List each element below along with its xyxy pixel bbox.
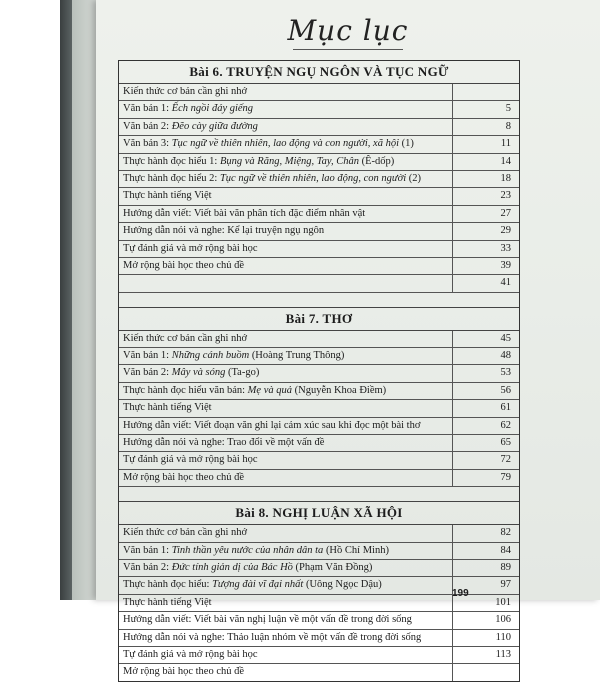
entry-work-title: Bụng và Răng, Miệng, Tay, Chân <box>219 155 359 167</box>
entry-work-title: Tượng đài vĩ đại nhất <box>212 579 304 591</box>
entry-author: (Hồ Chí Minh) <box>323 544 389 556</box>
entry-work-title: Ếch ngồi đáy giếng <box>171 103 254 115</box>
toc-entry-title <box>119 543 453 559</box>
toc-page-number: 62 <box>500 419 511 431</box>
toc-row[interactable] <box>119 84 519 101</box>
toc-entry-title <box>119 647 453 663</box>
entry-label: Văn bản 3: <box>123 138 172 150</box>
toc-row[interactable] <box>119 400 519 417</box>
entry-label: Thực hành tiếng Việt <box>123 402 212 414</box>
toc-page-number: 41 <box>500 277 511 289</box>
toc-row[interactable] <box>119 365 519 382</box>
entry-label: Thực hành đọc hiểu 2: <box>123 172 220 184</box>
entry-author: (Ta-go) <box>225 367 260 379</box>
toc-page-number: 101 <box>495 596 511 608</box>
entry-work-title: Mẹ và quả <box>247 384 292 396</box>
entry-label: Văn bản 1: <box>123 350 172 362</box>
toc-page-number: 45 <box>500 332 511 344</box>
toc-page-number: 82 <box>500 527 511 539</box>
toc-row[interactable] <box>119 206 519 223</box>
toc-page-number: 33 <box>500 242 511 254</box>
toc-page-number: 5 <box>505 103 511 115</box>
toc-row[interactable] <box>119 275 519 292</box>
toc-row[interactable] <box>119 223 519 240</box>
section-heading: Bài 6. TRUYỆN NGỤ NGÔN VÀ TỤC NGỮ <box>119 61 519 84</box>
toc-page-number: 106 <box>495 614 511 626</box>
toc-row[interactable] <box>119 630 519 647</box>
toc-entry-title <box>119 223 453 239</box>
entry-author: (1) <box>399 138 414 150</box>
toc-entry-title <box>119 452 453 468</box>
entry-label: Văn bản 2: <box>123 367 172 379</box>
toc-entry-title <box>119 630 453 646</box>
entry-label: Thực hành tiếng Việt <box>123 596 212 608</box>
toc-row[interactable] <box>119 452 519 469</box>
entry-label: Tự đánh giá và mở rộng bài học <box>123 648 258 660</box>
entry-author: (Hoàng Trung Thông) <box>249 350 345 362</box>
toc-page-number: 18 <box>500 172 511 184</box>
entry-label: Thực hành tiếng Việt <box>123 190 212 202</box>
entry-label: Mở rộng bài học theo chủ đề <box>123 471 245 483</box>
toc-row[interactable] <box>119 171 519 188</box>
toc-entry-title <box>119 206 453 222</box>
entry-label: Tự đánh giá và mở rộng bài học <box>123 454 258 466</box>
section-heading: Bài 7. THƠ <box>119 308 519 331</box>
toc-entry-title <box>119 241 453 257</box>
toc-entry-title <box>119 383 453 399</box>
toc-entry-title <box>119 119 453 135</box>
entry-label: Hướng dẫn nói và nghe: Thảo luận nhóm về một vấn đề trong đời sống <box>123 631 422 643</box>
toc-row[interactable] <box>119 331 519 348</box>
entry-work-title: Tinh thần yêu nước của nhân dân ta <box>171 544 324 556</box>
entry-label: Thực hành đọc hiểu: <box>123 579 213 591</box>
toc-row[interactable] <box>119 560 519 577</box>
entry-label: Hướng dẫn nói và nghe: Kể lại truyện ngụ ngôn <box>123 225 325 237</box>
toc-entry-title <box>119 171 453 187</box>
toc-entry-title <box>119 275 453 291</box>
page-title: Mục lục <box>96 14 600 50</box>
toc-page-number: 79 <box>500 471 511 483</box>
entry-label: Mở rộng bài học theo chủ đề <box>123 259 245 271</box>
entry-work-title: Đẽo cày giữa đường <box>171 120 258 132</box>
toc-row[interactable] <box>119 543 519 560</box>
entry-label: Văn bản 2: <box>123 120 172 132</box>
toc-page-number: 89 <box>500 561 511 573</box>
page-number: 199 <box>452 588 469 599</box>
toc-page-number: 27 <box>500 207 511 219</box>
entry-author: (2) <box>406 172 422 184</box>
toc-entry-title <box>119 188 453 204</box>
toc-row[interactable] <box>119 101 519 118</box>
toc-entry-title <box>119 470 453 486</box>
toc-row[interactable] <box>119 435 519 452</box>
toc-row[interactable] <box>119 119 519 136</box>
toc-entry-title <box>119 577 453 593</box>
toc-page-number: 65 <box>500 437 511 449</box>
toc-page-number: 53 <box>500 367 511 379</box>
toc-entry-title <box>119 154 453 170</box>
entry-author: (Phạm Văn Đồng) <box>292 561 373 573</box>
toc-page-number: 110 <box>495 631 511 643</box>
entry-work-title: Những cánh buồm <box>171 350 250 362</box>
toc-entry-title <box>119 365 453 381</box>
toc-row[interactable] <box>119 418 519 435</box>
toc-row[interactable] <box>119 383 519 400</box>
toc-entry-title <box>119 84 453 100</box>
toc-page-number: 72 <box>500 454 511 466</box>
toc-entry-title <box>119 101 453 117</box>
toc-page-number: 11 <box>500 138 511 150</box>
toc-page-number: 56 <box>500 384 511 396</box>
entry-label: Kiến thức cơ bản cần ghi nhớ <box>123 86 248 97</box>
entry-label: Hướng dẫn viết: Viết bài văn nghị luận về một vấn đề trong đời sống <box>123 614 412 626</box>
toc-entry-title <box>119 664 453 680</box>
entry-label: Văn bản 2: <box>123 561 172 573</box>
toc-row[interactable] <box>119 664 519 680</box>
entry-work-title: Tục ngữ về thiên nhiên, lao động, con người <box>219 172 407 184</box>
toc-row[interactable] <box>119 136 519 153</box>
entry-label: Kiến thức cơ bản cần ghi nhớ <box>123 332 248 344</box>
toc-page-number: 39 <box>500 259 511 271</box>
toc-row[interactable] <box>119 647 519 664</box>
toc-page-number: 97 <box>500 579 511 591</box>
toc-entry-title <box>119 258 453 274</box>
toc-row[interactable] <box>119 188 519 205</box>
entry-author: (Nguyễn Khoa Điềm) <box>291 384 387 396</box>
toc-entry-title <box>119 331 453 347</box>
entry-work-title: Đức tính giản dị của Bác Hồ <box>171 561 293 573</box>
toc-page-number: 8 <box>505 120 511 132</box>
entry-label: Tự đánh giá và mở rộng bài học <box>123 242 258 254</box>
entry-label: Văn bản 1: <box>123 544 172 556</box>
toc-page-number: 29 <box>500 225 511 237</box>
entry-label: Kiến thức cơ bản cần ghi nhớ <box>123 527 248 539</box>
entry-label: Mở rộng bài học theo chủ đề <box>123 666 245 678</box>
book-page <box>96 0 600 678</box>
toc-page-number: 84 <box>500 544 511 556</box>
toc-row[interactable] <box>119 258 519 275</box>
toc-entry-title <box>119 418 453 434</box>
entry-label: Hướng dẫn viết: Viết bài văn phân tích đặc điểm nhân vật <box>123 207 366 219</box>
toc-entry-title <box>119 595 453 611</box>
toc-entry-title <box>119 136 453 152</box>
toc-row[interactable] <box>119 525 519 542</box>
toc-row[interactable] <box>119 348 519 365</box>
toc-entry-title <box>119 612 453 628</box>
toc-row[interactable] <box>119 241 519 258</box>
toc-entry-title <box>119 400 453 416</box>
toc-page-number: 48 <box>500 350 511 362</box>
toc-page-number: 113 <box>495 648 511 660</box>
toc-entry-title <box>119 560 453 576</box>
toc-page-number <box>453 664 519 680</box>
entry-label: Văn bản 1: <box>123 103 172 115</box>
toc-row[interactable] <box>119 470 519 487</box>
toc-page-number: 61 <box>500 402 511 414</box>
toc-entry-title <box>119 435 453 451</box>
toc-row[interactable] <box>119 612 519 629</box>
toc-row[interactable] <box>119 154 519 171</box>
toc-page-number: 14 <box>500 155 511 167</box>
toc-entry-title <box>119 348 453 364</box>
entry-work-title: Tục ngữ về thiên nhiên, lao động và con người, xã hội <box>171 138 400 150</box>
section-gap <box>119 293 519 308</box>
entry-label: Thực hành đọc hiểu văn bản: <box>123 384 248 396</box>
toc-entry-title <box>119 525 453 541</box>
toc-page-number: 23 <box>500 190 511 202</box>
entry-work-title: Mây và sóng <box>171 367 226 379</box>
section-gap <box>119 487 519 502</box>
entry-label: Hướng dẫn nói và nghe: Trao đổi về một vấn đề <box>123 437 325 449</box>
entry-label: Thực hành đọc hiểu 1: <box>123 155 220 167</box>
entry-author: (Ê-dốp) <box>359 155 395 167</box>
toc-page-number <box>453 84 519 100</box>
entry-author: (Uông Ngọc Dậu) <box>303 579 382 591</box>
section-heading: Bài 8. NGHỊ LUẬN XÃ HỘI <box>119 502 519 525</box>
entry-label: Hướng dẫn viết: Viết đoạn văn ghi lại cảm xúc sau khi đọc một bài thơ <box>123 419 421 431</box>
